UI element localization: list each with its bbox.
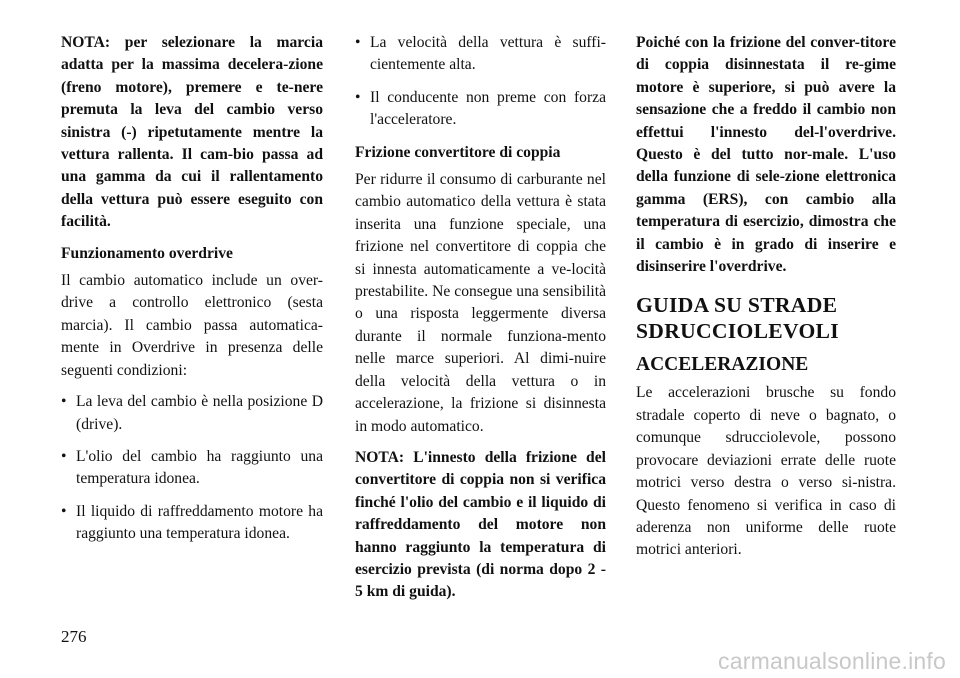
watermark: carmanualsonline.info [718, 648, 946, 674]
body-paragraph: Le accelerazioni brusche su fondo stradale coperto di neve o bagnato, o comunque sdrucciolevole, possono provocare deviazioni errate delle ruote motrici verso destra o verso si-nistra. Questo fenomeno si verifica in caso di aderenza non uniforme delle ruote motrici anteriori. [636, 384, 896, 559]
section-title: GUIDA SU STRADE SDRUCCIOLEVOLI [636, 293, 839, 344]
bullet-list [61, 391, 323, 545]
list-item: • La leva del cambio è nella posizione D (drive). [61, 391, 323, 436]
column-right [636, 32, 896, 571]
bullet-list [355, 32, 606, 132]
list-item: • La velocità della vettura è suffi-cientemente alta. [355, 32, 606, 77]
column-left [61, 32, 323, 556]
subsection-title: ACCELERAZIONE [636, 354, 809, 376]
note-paragraph: Poiché con la frizione del conver-titore di coppia disinnestata il re-gime motore è superiore, si può avere la sensazione che a freddo il cambio non effettui l'innesto del-l'overdrive. Questo è del tutto nor-male. L'uso della funzione di sele-zione elettronica gamma (ERS), con cambio alla temperatura di esercizio, dimostra che il cambio è in grado di inserire e disinserire l'overdrive. [636, 34, 896, 276]
list-item: • L'olio del cambio ha raggiunto una temperatura idonea. [61, 446, 323, 491]
section-heading: Funzionamento overdrive [61, 244, 233, 262]
note-paragraph: NOTA: L'innesto della frizione del convertitore di coppia non si verifica finché l'olio del cambio e il liquido di raffreddamento del motore non hanno raggiunto la temperatura di esercizio prevista (di norma dopo 2 - 5 km di guida). [355, 448, 606, 601]
note-paragraph: NOTA: per selezionare la marcia adatta per la massima decelera-zione (freno motore), premere e te-nere premuta la leva del cambio verso sinistra (-) ripetutamente mentre la vettura rallenta. Il cam-bio passa ad una gamma da cui il rallentamento della vettura può essere eseguito con facilità. [61, 34, 323, 231]
list-item: • Il liquido di raffreddamento motore ha raggiunto una temperatura idonea. [61, 501, 323, 546]
section-heading: Frizione convertitore di coppia [355, 143, 561, 161]
page-number: 276 [61, 627, 87, 646]
body-paragraph: Il cambio automatico include un over-drive a controllo elettronico (sesta marcia). Il cambio passa automatica-mente in Overdrive in presenza delle seguenti condizioni: [61, 272, 323, 379]
body-paragraph: Per ridurre il consumo di carburante nel cambio automatico della vettura è stata inserita una funzione speciale, una frizione nel convertitore di coppia che si innesta automaticamente a ve-locità prestabilite. Ne consegue una sensibilità o una risposta leggermente diversa durante il normale funziona-mento nelle marce superiori. Al dimi-nuire della velocità della vettura o in accelerazione, la frizione si disinnesta in modo automatico. [355, 171, 606, 435]
list-item: • Il conducente non preme con forza l'acceleratore. [355, 87, 606, 132]
column-middle [355, 32, 606, 613]
